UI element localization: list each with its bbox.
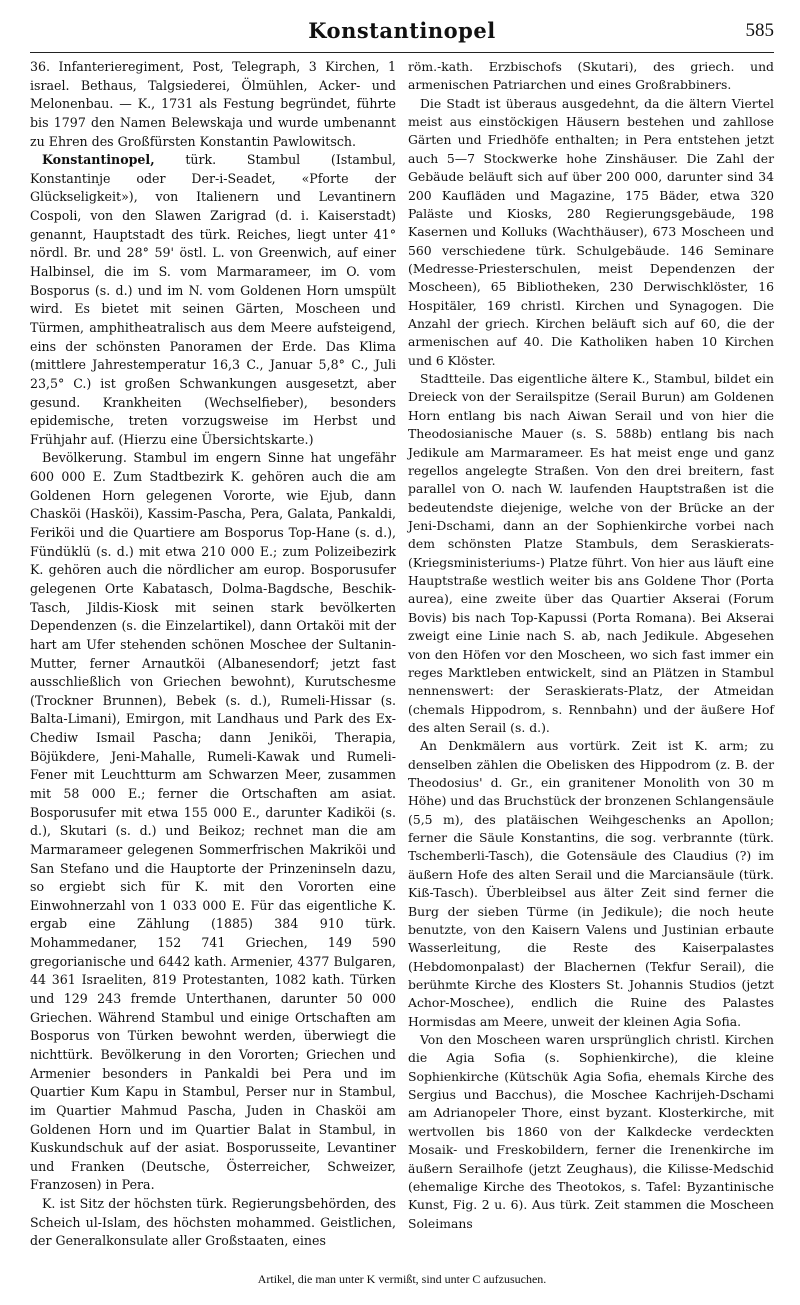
headword: Konstantinopel, xyxy=(42,152,155,168)
paragraph: K. ist Sitz der höchsten türk. Regierungsbehörden, des Scheich ul-Islam, des höchsten mohammed. Geistlichen, der Generalkonsulate aller Großstaaten, eines xyxy=(30,1196,396,1249)
entry-text: türk. Stambul (Istambul, Konstantinje oder Der-i-Seadet, «Pforte der Glückseligkeit»), von Italienern und Levantinern Cospoli, von den Slawen Zarigrad (d. i. Kaiserstadt) genannt, Hauptstadt des türk. Reiches, liegt unter 41° nördl. Br. und 28° 59' östl. L. von Greenwich, auf einer Halbinsel, die im S. vom Marmarameer, im O. vom Bosporus (s. d.) und im N. vom Goldenen Horn umspült wird. Es bietet mit seinen Gärten, Moscheen und Türmen, amphitheatralisch aus dem Meere aufsteigend, eins der schönsten Panoramen der Erde. Das Klima (mittlere Jahrestemperatur 16,3 C., Januar 5,8° C., Juli 23,5° C.) ist großen Schwankungen ausgesetzt, aber gesund. Krankheiten (Wechselfieber), besonders epidemische, treten vorzugsweise im Herbst und Frühjahr auf. (Hierzu eine Übersichtskarte.) xyxy=(30,152,396,447)
paragraph: Von den Moscheen waren ursprünglich christl. Kirchen die Agia Sofia (s. Sophienkirche), die kleine Sophienkirche (Kütschük Agia Sofia, ehemals Kirche des Sergius und Bacchus), die Moschee Kachrijeh-Dschami am Adrianopeler Thore, einst byzant. Klosterkirche, mit wertvollen bis 1860 von der Kalkdecke verdeckten Mosaik- und Freskobildern, ferner die Irenenkirche im äußern Serailhofe (jetzt Zeughaus), die Kilisse-Medschid (ehemalige Kirche des Theotokos, s. Tafel: Byzantinische Kunst, Fig. 2 u. 6). Aus türk. Zeit stammen die Moscheen Soleimans xyxy=(408,1032,774,1231)
paragraph: röm.-kath. Erzbischofs (Skutari), des griech. und armenischen Patriarchen und eines Großrabbiners. xyxy=(408,59,774,93)
paragraph: Stadtteile. Das eigentliche ältere K., Stambul, bildet ein Dreieck von der Serailspitze (Serail Burun) am Goldenen Horn entlang bis nach Aiwan Serail und von hier die Theodosianische Mauer (s. S. 588b) entlang bis nach Jedikule am Marmarameer. Es hat meist enge und ganz regellos angelegte Straßen. Von den drei breitern, fast parallel von O. nach W. laufenden Hauptstraßen ist die bedeutendste diejenige, welche von der Brücke an der Jeni-Dschami, dann an der Sophienkirche vorbei nach dem schönsten Platze Stambuls, dem Seraskierats- (Kriegsministeriums-) Platze führt. Von hier aus läuft eine Hauptstraße westlich weiter bis ans Goldene Thor (Porta aurea), eine zweite über das Quartier Akserai (Forum Bovis) bis nach Top-Kapussi (Porta Romana). Bei Akserai zweigt eine Linie nach S. ab, nach Jedikule. Abgesehen von den Höfen vor den Moscheen, wo sich fast immer ein reges Marktleben entwickelt, sind an Plätzen in Stambul nennenswert: der Seraskierats-Platz, der Atmeidan (chemals Hippodrom, s. Rennbahn) und der äußere Hof des alten Serail (s. d.). xyxy=(408,371,774,735)
page-header xyxy=(30,14,774,48)
header-rule xyxy=(30,52,774,53)
paragraph: Die Stadt ist überaus ausgedehnt, da die ältern Viertel meist aus einstöckigen Häusern bestehen und zahllose Gärten und Friedhöfe enthalten; in Pera entstehen jetzt auch 5—7 Stockwerke hohe Zinshäuser. Die Zahl der Gebäude beläuft sich auf über 200 000, darunter sind 34 200 Kaufläden und Magazine, 175 Bäder, etwa 320 Paläste und Kiosks, 280 Regierungsgebäude, 198 Kasernen und Kolluks (Wachthäuser), 673 Moscheen und 560 verschiedene türk. Schulgebäude. 146 Seminare (Medresse-Priesterschulen, meist Dependenzen der Moscheen), 65 Bibliotheken, 230 Derwischklöster, 16 Hospitäler, 169 christl. Kirchen und Synagogen. Die Anzahl der griech. Kirchen beläuft sich auf 60, die der armenischen auf 40. Die Katholiken haben 10 Kirchen und 6 Klöster. xyxy=(408,95,774,368)
left-column xyxy=(30,58,396,1251)
entry-paragraph xyxy=(30,151,396,449)
running-title: Konstantinopel xyxy=(308,18,496,43)
right-column xyxy=(408,58,774,1233)
paragraph: 36. Infanterieregiment, Post, Telegraph, 3 Kirchen, 1 israel. Bethaus, Talgsiederei, Ölmühlen, Acker- und Melonenbau. — K., 1731 als Festung begründet, führte bis 1797 den Namen Belewskaja und wurde umbenannt zu Ehren des Großfürsten Konstantin Pawlowitsch. xyxy=(30,59,396,149)
footer-note: Artikel, die man unter K vermißt, sind unter C aufzusuchen. xyxy=(257,1272,547,1286)
paragraph: Bevölkerung. Stambul im engern Sinne hat ungefähr 600 000 E. Zum Stadtbezirk K. gehören auch die am Goldenen Horn gelegenen Vororte, wie Ejub, dann Chasköi (Hasköi), Kassim-Pascha, Pera, Galata, Pankaldi, Feriköi und die Quartiere am Bosporus Top-Hane (s. d.), Fündüklü (s. d.) mit etwa 210 000 E.; zum Polizeibezirk K. gehören auch die nördlicher am europ. Bosporusufer gelegenen Orte Kabatasch, Dolma-Bagdsche, Beschik-Tasch, Jildis-Kiosk mit seinen stark bevölkerten Dependenzen (s. die Einzelartikel), dann Ortaköi mit der hart am Ufer stehenden schönen Moschee der Sultanin-Mutter, ferner Arnautköi (Albanesendorf; jetzt fast ausschließlich von Griechen bewohnt), Kurutschesme (Trockner Brunnen), Bebek (s. d.), Rumeli-Hissar (s. Balta-Limani), Emirgon, mit Landhaus und Park des Ex-Chediw Ismail Pascha; dann Jeniköi, Therapia, Böjükdere, Jeni-Mahalle, Rumeli-Kawak und Rumeli-Fener mit Leuchtturm am Schwarzen Meer, zusammen mit 58 000 E.; ferner die Ortschaften am asiat. Bosporusufer mit etwa 155 000 E., darunter Kadiköi (s. d.), Skutari (s. d.) und Beikoz; rechnet man die am Marmarameer gelegenen Sommerfrischen Makriköi und San Stefano und die Hauptorte der Prinzeninseln dazu, so ergiebt sich für K. mit den Vororten eine Einwohnerzahl von 1 033 000 E. Für das eigentliche K. ergab eine Zählung (1885) 384 910 türk. Mohammedaner, 152 741 Griechen, 149 590 gregorianische und 6442 kath. Armenier, 4377 Bulgaren, 44 361 Israeliten, 819 Protestanten, 1082 kath. Türken und 129 243 fremde Unterthanen, darunter 50 000 Griechen. Während Stambul und einige Ortschaften am Bosporus von Türken bewohnt werden, überwiegt die nichttürk. Bevölkerung in den Vororten; Griechen und Armenier besonders in Pankaldi bei Pera und im Quartier Kum Kapu in Stambul, Perser nur in Stambul, im Quartier Mahmud Pascha, Juden in Chasköi am Goldenen Horn und im Quartier Balat in Stambul, in Kuskundschuk auf der asiat. Bosporusseite, Levantiner und Franken (Deutsche, Österreicher, Schweizer, Franzosen) in Pera. xyxy=(30,450,396,1193)
page-number: 585 xyxy=(745,20,774,41)
paragraph: An Denkmälern aus vortürk. Zeit ist K. arm; zu denselben zählen die Obelisken des Hippodrom (z. B. der Theodosius' d. Gr., ein granitener Monolith von 30 m Höhe) und das Bruchstück der bronzenen Schlangensäule (5,5 m), des platäischen Weihgeschenks an Apollon; ferner die Säule Konstantins, die sog. verbrannte (türk. Tschemberli-Tasch), die Gotensäule des Claudius (?) im äußern Hofe des alten Serail und die Marciansäule (türk. Kiß-Tasch). Überbleibsel aus älter Zeit sind ferner die Burg der sieben Türme (in Jedikule); die noch heute benutzte, von den Kaisern Valens und Justinian erbaute Wasserleitung, die Reste des Kaiserpalastes (Hebdomonpalast) der Blachernen (Tekfur Serail), die berühmte Kirche des Klosters St. Johannis Studios (jetzt Achor-Moschee), endlich die Ruine des Palastes Hormisdas am Meere, unweit der kleinen Agia Sofia. xyxy=(408,738,774,1029)
